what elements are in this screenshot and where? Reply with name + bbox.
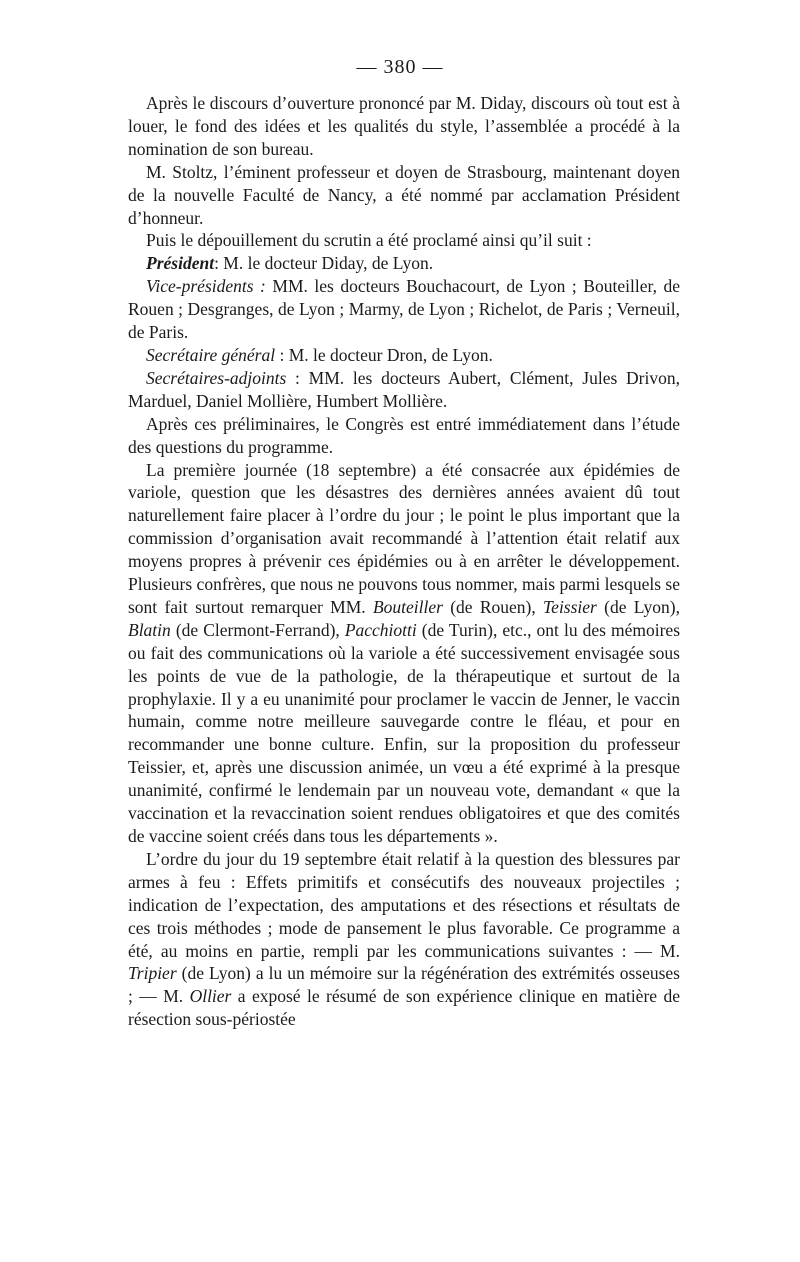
paragraph: Après le discours d’ouverture prononcé par M. Diday, discours où tout est à louer, le fond des idées et les qualités du style, l’assemblée a procédé à la nomination de son bureau. xyxy=(128,93,680,159)
name-italic: Blatin xyxy=(128,619,171,640)
office-holder: : M. le docteur Dron, de Lyon. xyxy=(275,344,493,365)
body-text xyxy=(128,92,680,1031)
text-run: La première journée (18 septembre) a été consacrée aux épidémies de variole, question que les désastres des dernières années avaient dû tout naturellement faire placer à l’ordre du jour ; le point le plus important que la commission d’organisation avait recommandé à l’attention était relatif aux moyens propres à prévenir ces épidémies ou à en arrêter le développement. Plusieurs confrères, que nous ne pouvons tous nommer, mais parmi lesquels se sont fait surtout remarquer MM. xyxy=(128,459,680,617)
text-run: (de Lyon), xyxy=(596,596,680,617)
paragraph xyxy=(128,459,680,848)
office-holder: MM. les docteurs Bouchacourt, de Lyon ; Bouteiller, de Rouen ; Desgranges, de Lyon ; Marmy, de Lyon ; Richelot, de Paris ; Verneuil, de Paris. xyxy=(128,276,680,343)
paragraph xyxy=(128,848,680,1031)
name-italic: Pacchiotti xyxy=(344,619,417,640)
office-label: Vice-présidents : xyxy=(146,276,266,297)
name-italic: Tripier xyxy=(128,963,177,984)
name-italic: Ollier xyxy=(189,986,232,1007)
paragraph xyxy=(128,275,680,344)
text-run: (de Lyon) a lu un mémoire sur la régénération des extrémités osseuses ; — M. xyxy=(128,963,680,1007)
page-number: — 380 — xyxy=(356,56,444,78)
paragraph xyxy=(128,367,680,413)
office-holder: : MM. les docteurs Aubert, Clément, Jules Drivon, Marduel, Daniel Mollière, Humbert Mollière. xyxy=(128,367,680,411)
paragraph xyxy=(128,252,680,275)
paragraph: Puis le dépouillement du scrutin a été proclamé ainsi qu’il suit : xyxy=(146,230,592,251)
office-label: Secrétaires-adjoints xyxy=(146,367,287,388)
office-label: Président xyxy=(146,253,215,274)
text-run: L’ordre du jour du 19 septembre était relatif à la question des blessures par armes à feu : Effets primitifs et consécutifs des nouveaux projectiles ; indication de l’expectation, des amputations et des résections et résultats de ces trois méthodes ; mode de pansement le plus favorable. Ce programme a été, au moins en partie, rempli par les communications suivantes : — M. xyxy=(128,848,680,961)
office-label: Secrétaire général xyxy=(146,344,276,365)
text-run: (de Turin), etc., ont lu des mémoires ou fait des communications où la variole a été successivement envisagée sous les points de vue de la pathologie, de la thérapeutique et surtout de la prophylaxie. Il y a eu unanimité pour proclamer le vaccin de Jenner, le vaccin humain, comme notre meilleure sauvegarde contre le fléau, et pour en recommander une bonne culture. Enfin, sur la proposition du professeur Teissier, et, après une discussion animée, un vœu a été exprimé à la presque unanimité, confirmé le lendemain par un nouveau vote, demandant « que la vaccination et la revaccination soient rendues obligatoires et que des comités de vaccine soient créés dans tous les départements ». xyxy=(128,619,680,846)
text-run: (de Rouen), xyxy=(442,596,544,617)
name-italic: Bouteiller xyxy=(372,596,443,617)
office-holder: : M. le docteur Diday, de Lyon. xyxy=(214,253,434,274)
paragraph: Après ces préliminaires, le Congrès est entré immédiatement dans l’étude des questions du programme. xyxy=(128,413,680,457)
paragraph xyxy=(128,344,680,367)
text-run: (de Clermont-Ferrand), xyxy=(170,619,345,640)
name-italic: Teissier xyxy=(543,596,597,617)
paragraph: M. Stoltz, l’éminent professeur et doyen de Strasbourg, maintenant doyen de la nouvelle Faculté de Nancy, a été nommé par acclamation Président d’honneur. xyxy=(128,161,680,228)
text-run: a exposé le résumé de son expérience clinique en matière de résection sous-périostée xyxy=(128,986,680,1030)
